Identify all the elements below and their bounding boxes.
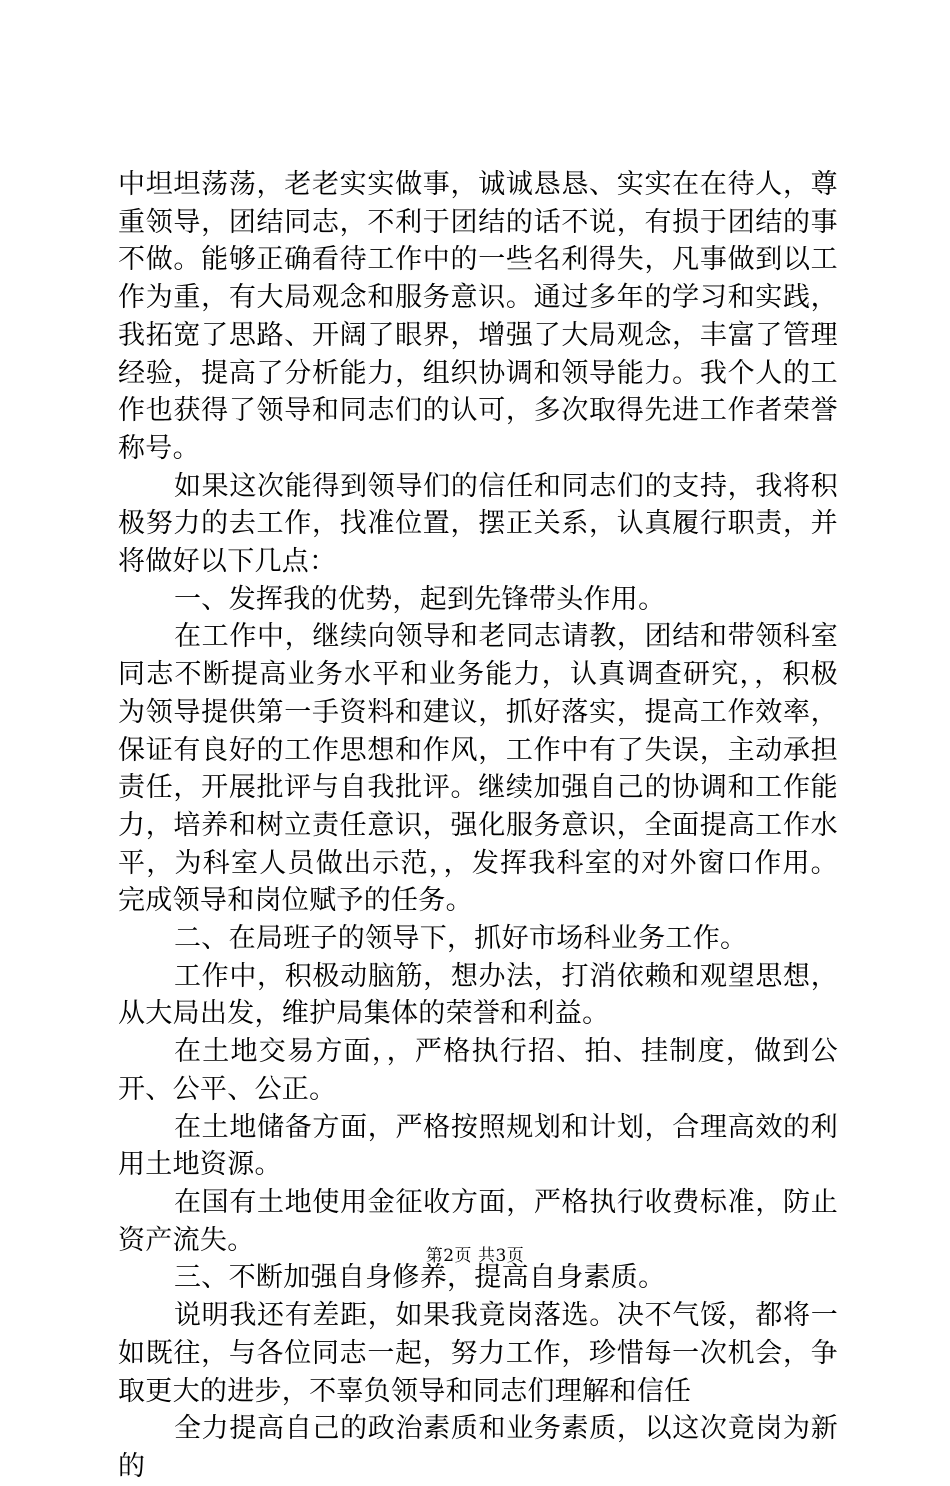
paragraph-3: 在工作中，继续向领导和老同志请教，团结和带领科室同志不断提高业务水平和业务能力，认真调查研究，，积极为领导提供第一手资料和建议，抓好落实，提高工作效率，保证有良好的工作思想和作风，工作中有了失误，主动承担责任，开展批评与自我批评。继续加强自己的协调和工作能力，培养和树立责任意识，强化服务意识，全面提高工作水平，为科室人员做出示范，，发挥我科室的对外窗口作用。完成领导和岗位赋予的任务。 [118,621,838,917]
paragraph-1: 中坦坦荡荡，老老实实做事，诚诚恳恳、实实在在待人，尊重领导，团结同志，不利于团结的话不说，有损于团结的事不做。能够正确看待工作中的一些名利得失，凡事做到以工作为重，有大局观念和服务意识。通过多年的学习和实践，我拓宽了思路、开阔了眼界，增强了大局观念，丰富了管理经验，提高了分析能力，组织协调和领导能力。我个人的工作也获得了领导和同志们的认可，多次取得先进工作者荣誉称号。 [118,169,838,464]
paragraph-4: 工作中，积极动脑筋，想办法，打消依赖和观望思想，从大局出发，维护局集体的荣誉和利益。 [118,960,838,1030]
section-heading-2: 二、在局班子的领导下，抓好市场科业务工作。 [174,923,748,955]
section-heading-3: 三、不断加强自身修养，提高自身素质。 [174,1262,666,1294]
paragraph-2: 如果这次能得到领导们的信任和同志们的支持，我将积极努力的去工作，找准位置，摆正关系，认真履行职责，并将做好以下几点： [118,470,838,578]
paragraph-7: 在国有土地使用金征收方面，严格执行收费标准，防止资产流失。 [118,1186,838,1256]
document-body [118,166,838,1486]
page-footer: 第2页 共3页 [425,1246,525,1266]
paragraph-5: 在土地交易方面，，严格执行招、拍、挂制度，做到公开、公平、公正。 [118,1036,838,1105]
section-heading-1: 一、发挥我的优势，起到先锋带头作用。 [174,583,666,615]
paragraph-9: 全力提高自己的政治素质和业务素质，以这次竟岗为新的 [118,1413,838,1482]
paragraph-8: 说明我还有差距，如果我竟岗落选。决不气馁，都将一如既往，与各位同志一起，努力工作，珍惜每一次机会，争取更大的进步，不辜负领导和同志们理解和信任 [118,1300,838,1407]
paragraph-6: 在土地储备方面，严格按照规划和计划，合理高效的利用土地资源。 [118,1111,838,1181]
